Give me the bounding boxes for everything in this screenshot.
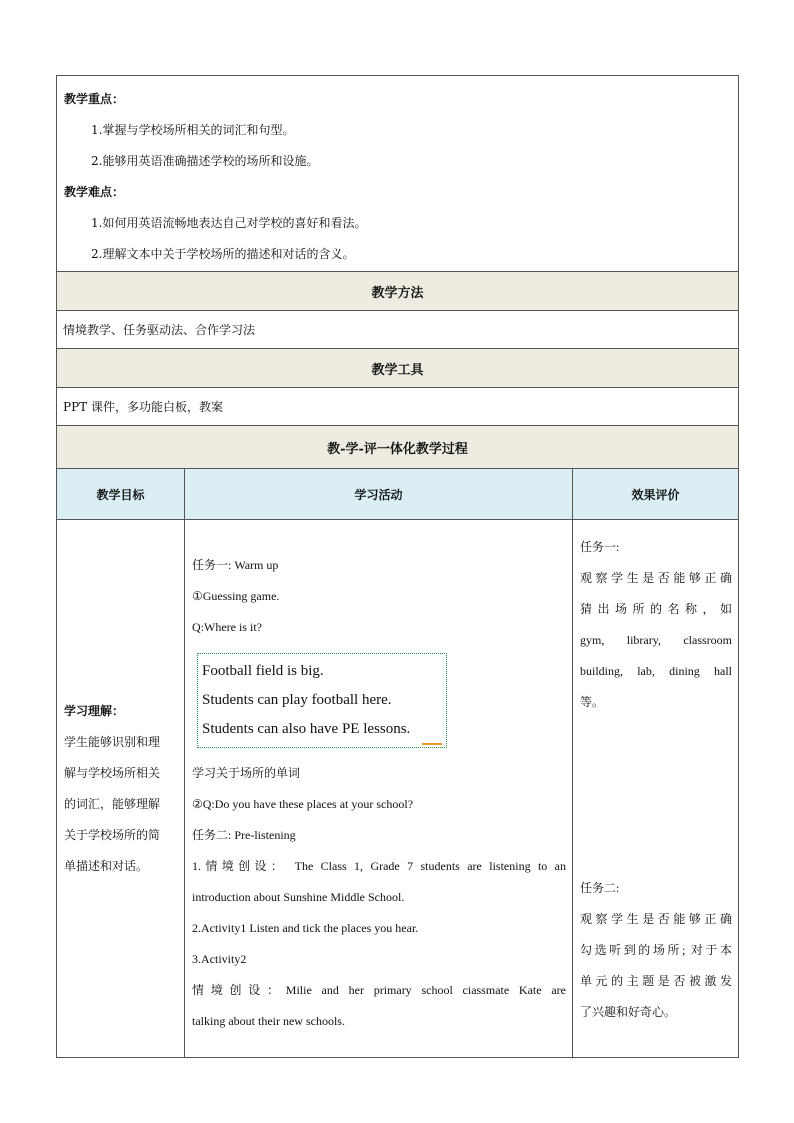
vocab-note: 学习关于场所的单词 — [192, 766, 301, 780]
step4-line: 情境创设：Milie and her primary school ciassmate Kate are — [192, 983, 566, 997]
goal-title: 学习理解： — [64, 703, 125, 718]
eval-task2-title: 任务二: — [580, 881, 620, 895]
difficulty-item: 1.如何用英语流畅地表达自己对学校的喜好和看法。 — [91, 216, 367, 230]
eval-line: 观察学生是否能够正确 — [580, 912, 732, 926]
process-heading: 教-学-评一体化教学过程 — [57, 426, 739, 469]
methods-heading: 教学方法 — [57, 272, 739, 311]
clue-line: Football field is big. — [202, 663, 324, 679]
focus-item: 2.能够用英语准确描述学校的场所和设施。 — [91, 154, 319, 168]
clue-line: Students can play football here. — [202, 692, 392, 708]
question-places: ②Q:Do you have these places at your school? — [192, 797, 414, 811]
eval-line: gym, library, classroom — [580, 633, 732, 647]
focus-item: 1.掌握与学校场所相关的词汇和句型。 — [91, 123, 295, 137]
tools-content: PPT 课件，多功能白板，教案 — [57, 388, 739, 426]
eval-task1-title: 任务一: — [580, 540, 620, 554]
goal-line: 单描述和对话。 — [64, 858, 149, 873]
eval-line: 猜出场所的名称，如 — [580, 602, 732, 616]
eval-line: 等。 — [580, 695, 605, 709]
goal-line: 学生能够识别和理 — [64, 734, 161, 749]
eval-line: 单元的主题是否被激发 — [580, 974, 732, 988]
eval-line: 了兴趣和好奇心。 — [580, 1005, 677, 1019]
clue-line: Students can also have PE lessons. — [202, 721, 411, 737]
eval-line: 观察学生是否能够正确 — [580, 571, 732, 585]
column-header-evaluation: 效果评价 — [573, 469, 739, 520]
tools-heading: 教学工具 — [57, 349, 739, 388]
step1-line: 1.情境创设： The Class 1, Grade 7 students are listening to an — [192, 859, 566, 873]
goal-line: 的词汇，能够理解 — [64, 796, 161, 811]
clue-box — [197, 653, 447, 748]
guessing-game: ①Guessing game. — [192, 589, 280, 603]
step2-line: 2.Activity1 Listen and tick the places you hear. — [192, 921, 419, 935]
step1-line: introduction about Sunshine Middle School. — [192, 890, 405, 904]
evaluation-cell — [573, 520, 739, 1058]
focus-title: 教学重点： — [64, 92, 125, 106]
goal-line: 解与学校场所相关 — [64, 765, 161, 780]
goal-cell — [57, 520, 185, 1058]
lesson-plan — [56, 75, 738, 1058]
focus-difficulty-section — [57, 76, 739, 272]
difficulty-title: 教学难点： — [64, 185, 125, 199]
methods-content: 情境教学、任务驱动法、合作学习法 — [57, 311, 739, 349]
lesson-plan-table — [56, 75, 739, 1058]
eval-line: 勾选听到的场所; 对于本 — [580, 943, 732, 957]
task2-title: 任务二: Pre-listening — [192, 828, 296, 842]
difficulty-item: 2.理解文本中关于学校场所的描述和对话的含义。 — [91, 247, 355, 261]
step4-line: talking about their new schools. — [192, 1014, 345, 1028]
step3-line: 3.Activity2 — [192, 952, 247, 966]
column-header-activity: 学习活动 — [185, 469, 573, 520]
question-where: Q:Where is it? — [192, 620, 262, 634]
underline-mark — [422, 743, 442, 745]
task1-title: 任务一: Warm up — [192, 558, 279, 572]
activity-cell — [185, 520, 573, 1058]
column-header-goal: 教学目标 — [57, 469, 185, 520]
goal-line: 关于学校场所的简 — [64, 827, 161, 842]
eval-line: building, lab, dining hall — [580, 664, 732, 678]
